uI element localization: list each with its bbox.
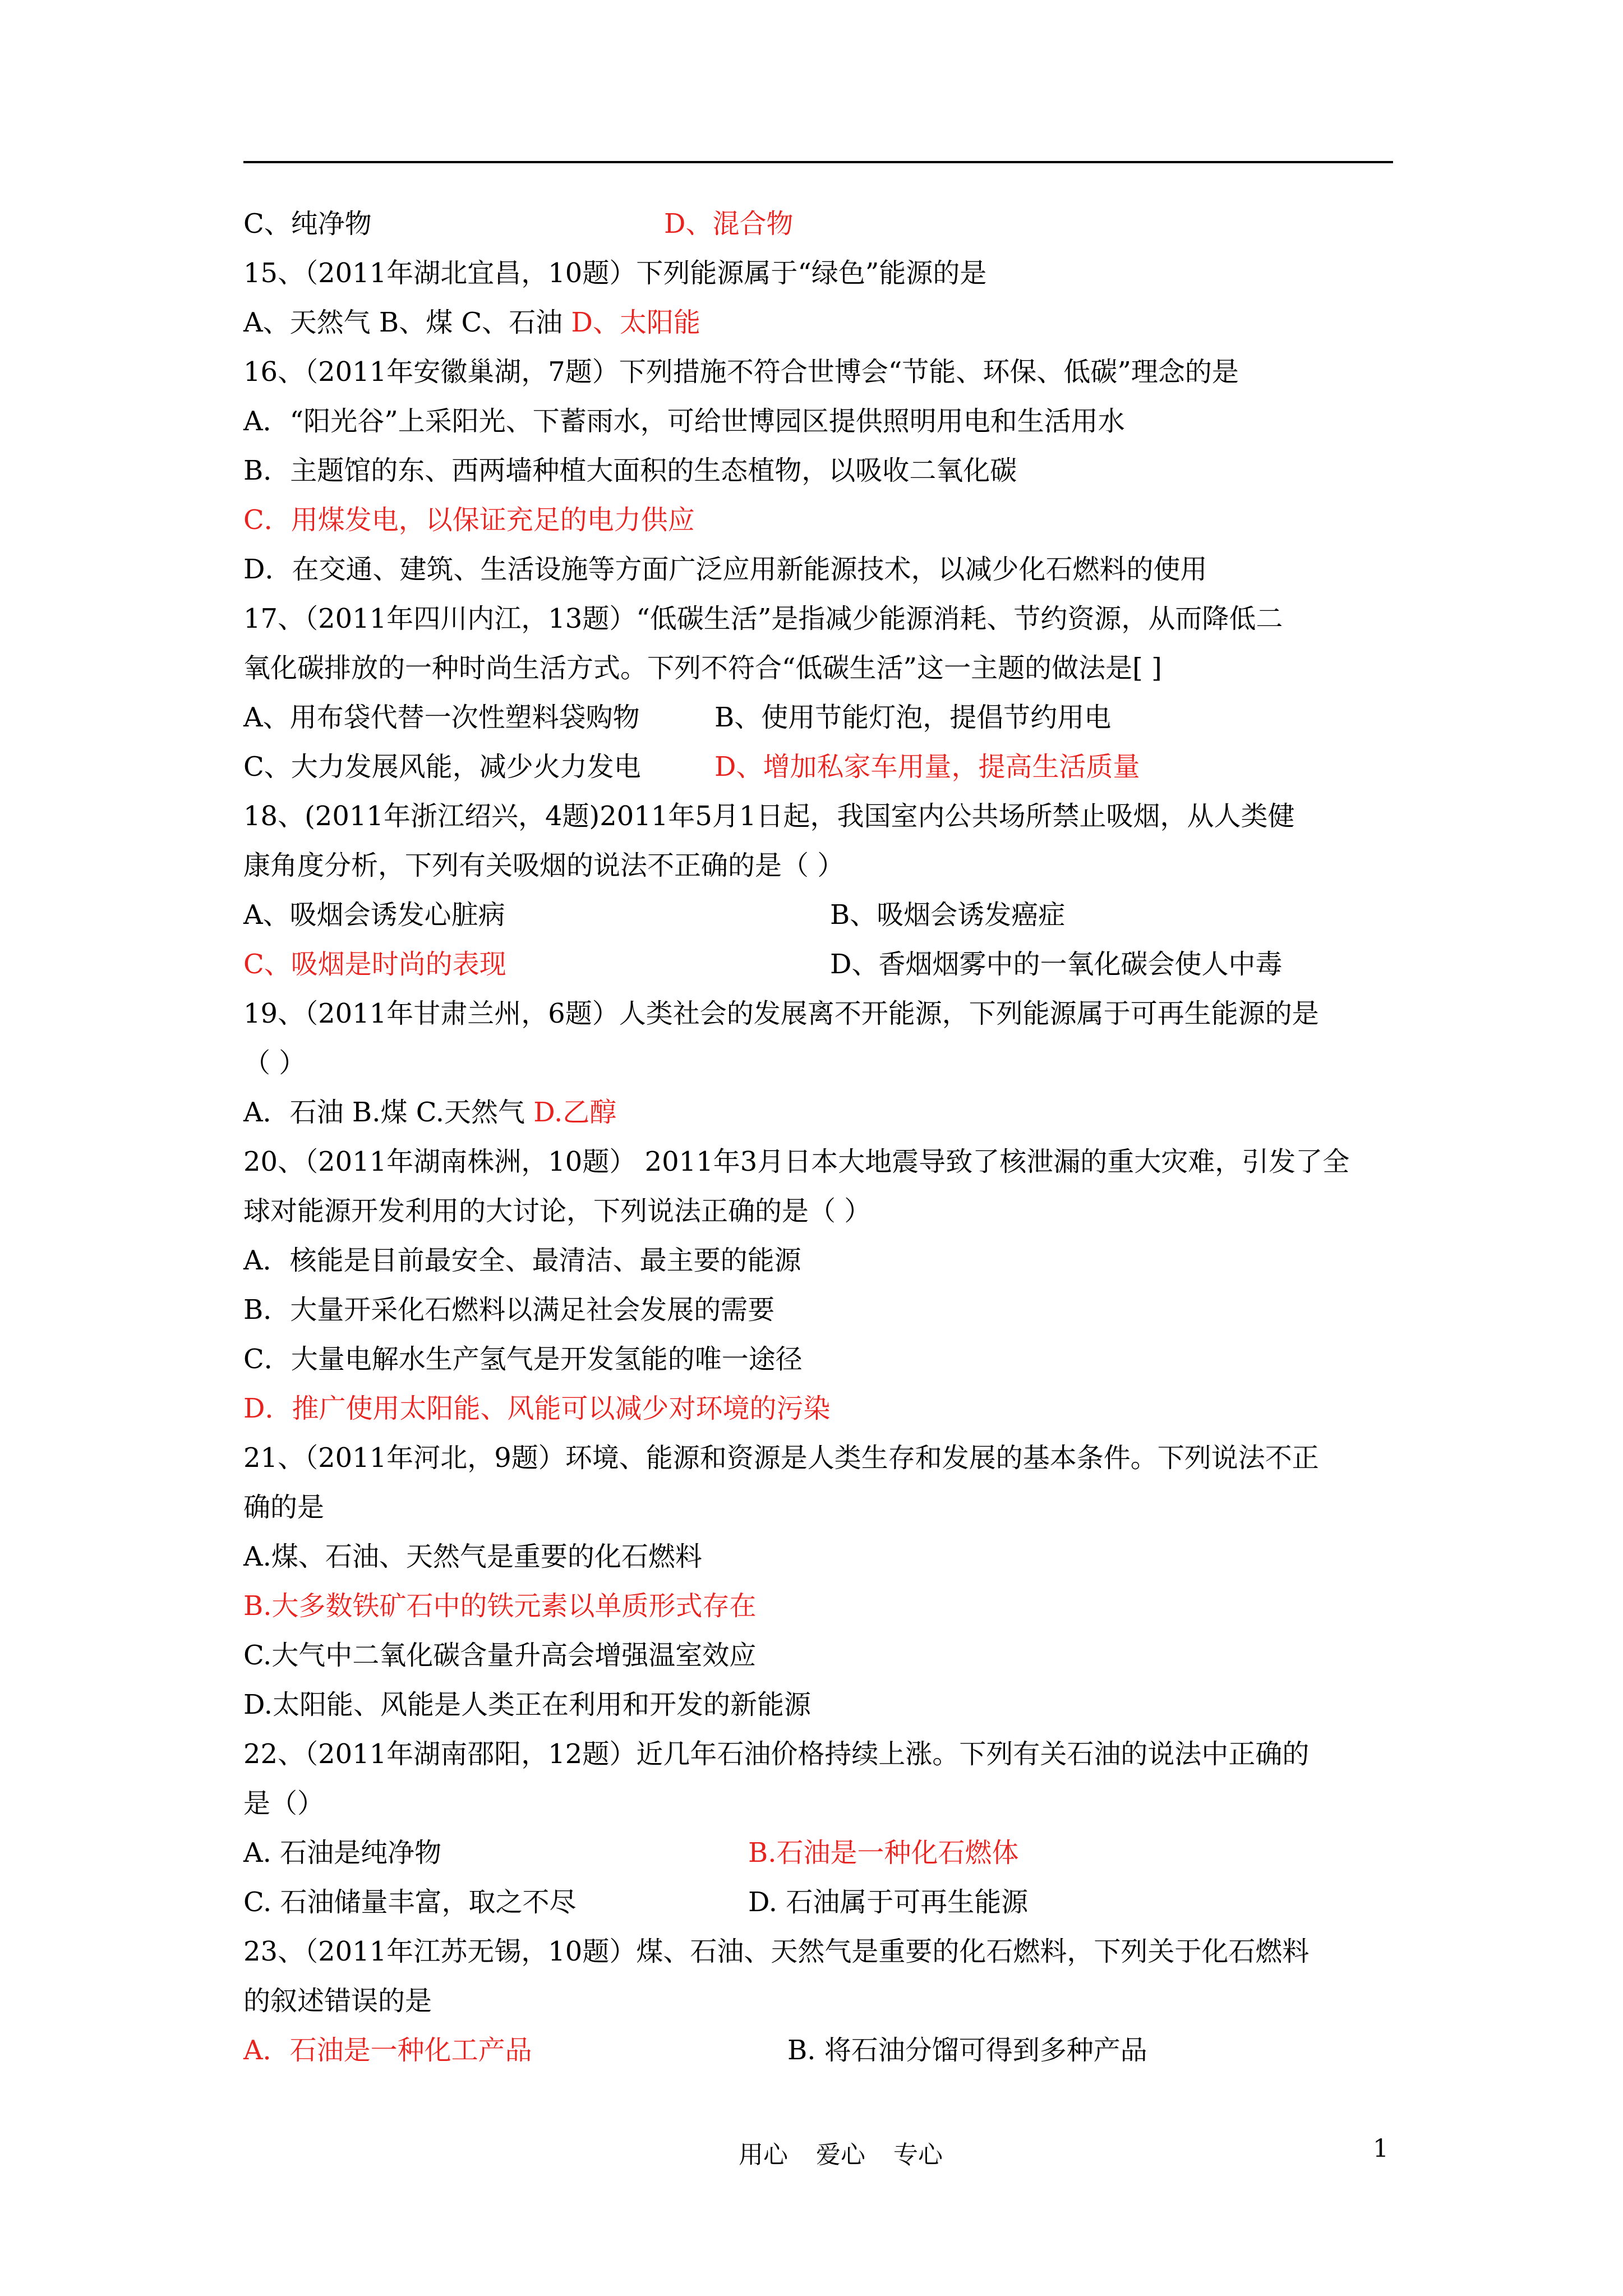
text-line [243, 199, 1404, 249]
line-text: C．大量电解水生产氢气是开发氢能的唯一途径 [243, 1343, 803, 1375]
text-line [243, 1483, 1404, 1532]
line-text: 的叙述错误的是 [243, 1985, 432, 2017]
text-line [243, 347, 1404, 397]
line-text: D．在交通、建筑、生活设施等方面广泛应用新能源技术，以减少化石燃料的使用 [243, 554, 1207, 585]
footer-text-2: 爱心 [816, 2141, 865, 2169]
line-text: 19、（2011年甘肃兰州，6题）人类社会的发展离不开能源，下列能源属于可再生能源的是 [243, 998, 1319, 1029]
line-text: 23、（2011年江苏无锡，10题）煤、石油、天然气是重要的化石燃料，下列关于化石燃料 [243, 1936, 1310, 1967]
text-line [243, 1236, 1404, 1285]
line-text: 是（） [243, 1788, 325, 1819]
line-text: C.大气中二氧化碳含量升高会增强温室效应 [243, 1640, 757, 1671]
option-text: D、混合物 [664, 208, 794, 240]
line-text: 确的是 [243, 1492, 325, 1523]
text-line [243, 594, 1404, 643]
text-line [243, 1878, 1404, 1927]
line-text: A．石油是一种化工产品 [243, 2035, 532, 2066]
line-text: 20、（2011年湖南株洲，10题） 2011年3月日本大地震导致了核泄漏的重大灾难，引发了全 [243, 1146, 1350, 1177]
text-line [243, 1137, 1404, 1186]
line-text: 康角度分析，下列有关吸烟的说法不正确的是（ ） [243, 850, 845, 881]
text-line [243, 1088, 1404, 1137]
text-line [243, 1779, 1404, 1828]
line-text: D．推广使用太阳能、风能可以减少对环境的污染 [243, 1393, 831, 1424]
page-footer [739, 2134, 971, 2170]
line-text: A、用布袋代替一次性塑料袋购物 [243, 702, 640, 733]
line-text: A、天然气 B、煤 C、石油 [243, 307, 571, 338]
text-line [243, 989, 1404, 1038]
text-line [243, 298, 1404, 347]
line-text: （ ） [243, 1047, 306, 1079]
text-line [243, 1335, 1404, 1384]
text-line [243, 1384, 1404, 1433]
line-text: 22、（2011年湖南邵阳，12题）近几年石油价格持续上涨。下列有关石油的说法中正确的 [243, 1738, 1310, 1770]
line-text: 氧化碳排放的一种时尚生活方式。下列不符合“低碳生活”这一主题的做法是[ ] [243, 652, 1162, 684]
text-line [243, 446, 1404, 495]
line-text: A、吸烟会诱发心脏病 [243, 899, 505, 931]
text-line [243, 643, 1404, 693]
option-text: D、增加私家车用量，提高生活质量 [714, 751, 1140, 783]
text-line [243, 1631, 1404, 1680]
text-line [243, 890, 1404, 940]
line-text: C、纯净物 [243, 208, 372, 240]
text-line [243, 249, 1404, 298]
text-line [243, 1532, 1404, 1581]
line-text: B.大多数铁矿石中的铁元素以单质形式存在 [243, 1590, 757, 1622]
line-text: C．用煤发电，以保证充足的电力供应 [243, 504, 695, 536]
text-line [243, 742, 1404, 792]
page-number: 1 [1373, 2134, 1389, 2163]
line-text: 15、（2011年湖北宜昌，10题）下列能源属于“绿色”能源的是 [243, 257, 987, 289]
text-line [243, 397, 1404, 446]
line-text: 16、（2011年安徽巢湖，7题）下列措施不符合世博会“节能、环保、低碳”理念的是 [243, 356, 1239, 388]
text-line [243, 1828, 1404, 1878]
option-text: B、吸烟会诱发癌症 [830, 899, 1066, 931]
line-text: A．核能是目前最安全、最清洁、最主要的能源 [243, 1245, 801, 1276]
text-line [243, 495, 1404, 545]
text-line [243, 1285, 1404, 1335]
option-text: D、香烟烟雾中的一氧化碳会使人中毒 [830, 949, 1283, 980]
line-text: B．大量开采化石燃料以满足社会发展的需要 [243, 1294, 775, 1326]
line-text: 球对能源开发利用的大讨论，下列说法正确的是（ ） [243, 1195, 872, 1227]
line-text: 21、（2011年河北，9题）环境、能源和资源是人类生存和发展的基本条件。下列说法不正 [243, 1442, 1319, 1474]
text-line [243, 1038, 1404, 1088]
line-text: A.煤、石油、天然气是重要的化石燃料 [243, 1541, 702, 1572]
line-text: D.太阳能、风能是人类正在利用和开发的新能源 [243, 1689, 811, 1720]
footer-text-3: 专心 [893, 2141, 943, 2169]
text-line [243, 2026, 1404, 2075]
line-text: C、大力发展风能，减少火力发电 [243, 751, 641, 783]
text-line [243, 1186, 1404, 1236]
option-text: B. 将石油分馏可得到多种产品 [787, 2035, 1147, 2066]
answer-text: D、太阳能 [571, 307, 700, 338]
option-text: B.石油是一种化石燃体 [748, 1837, 1019, 1869]
line-text: C、吸烟是时尚的表现 [243, 949, 506, 980]
text-line [243, 545, 1404, 594]
text-line [243, 1927, 1404, 1976]
text-line [243, 1433, 1404, 1483]
line-text: C. 石油储量丰富，取之不尽 [243, 1887, 577, 1918]
line-text: A．石油 B.煤 C.天然气 [243, 1097, 534, 1128]
line-text: A. 石油是纯净物 [243, 1837, 442, 1869]
text-line [243, 792, 1404, 841]
text-line [243, 1581, 1404, 1631]
text-line [243, 1680, 1404, 1729]
line-text: B．主题馆的东、西两墙种植大面积的生态植物，以吸收二氧化碳 [243, 455, 1017, 486]
text-line [243, 1729, 1404, 1779]
line-text: 18、(2011年浙江绍兴，4题)2011年5月1日起，我国室内公共场所禁止吸烟，从人类健 [243, 800, 1295, 832]
document-body [243, 199, 1404, 2075]
footer-text-1: 用心 [739, 2141, 788, 2169]
option-text: D. 石油属于可再生能源 [748, 1887, 1029, 1918]
line-text: 17、（2011年四川内江，13题）“低碳生活”是指减少能源消耗、节约资源，从而降低二 [243, 603, 1283, 634]
line-text: A．“阳光谷”上采阳光、下蓄雨水，可给世博园区提供照明用电和生活用水 [243, 406, 1125, 437]
text-line [243, 841, 1404, 890]
option-text: B、使用节能灯泡，提倡节约用电 [714, 702, 1112, 733]
text-line [243, 693, 1404, 742]
text-line [243, 940, 1404, 989]
text-line [243, 1976, 1404, 2026]
answer-text: D.乙醇 [533, 1097, 617, 1128]
header-rule [243, 161, 1393, 163]
